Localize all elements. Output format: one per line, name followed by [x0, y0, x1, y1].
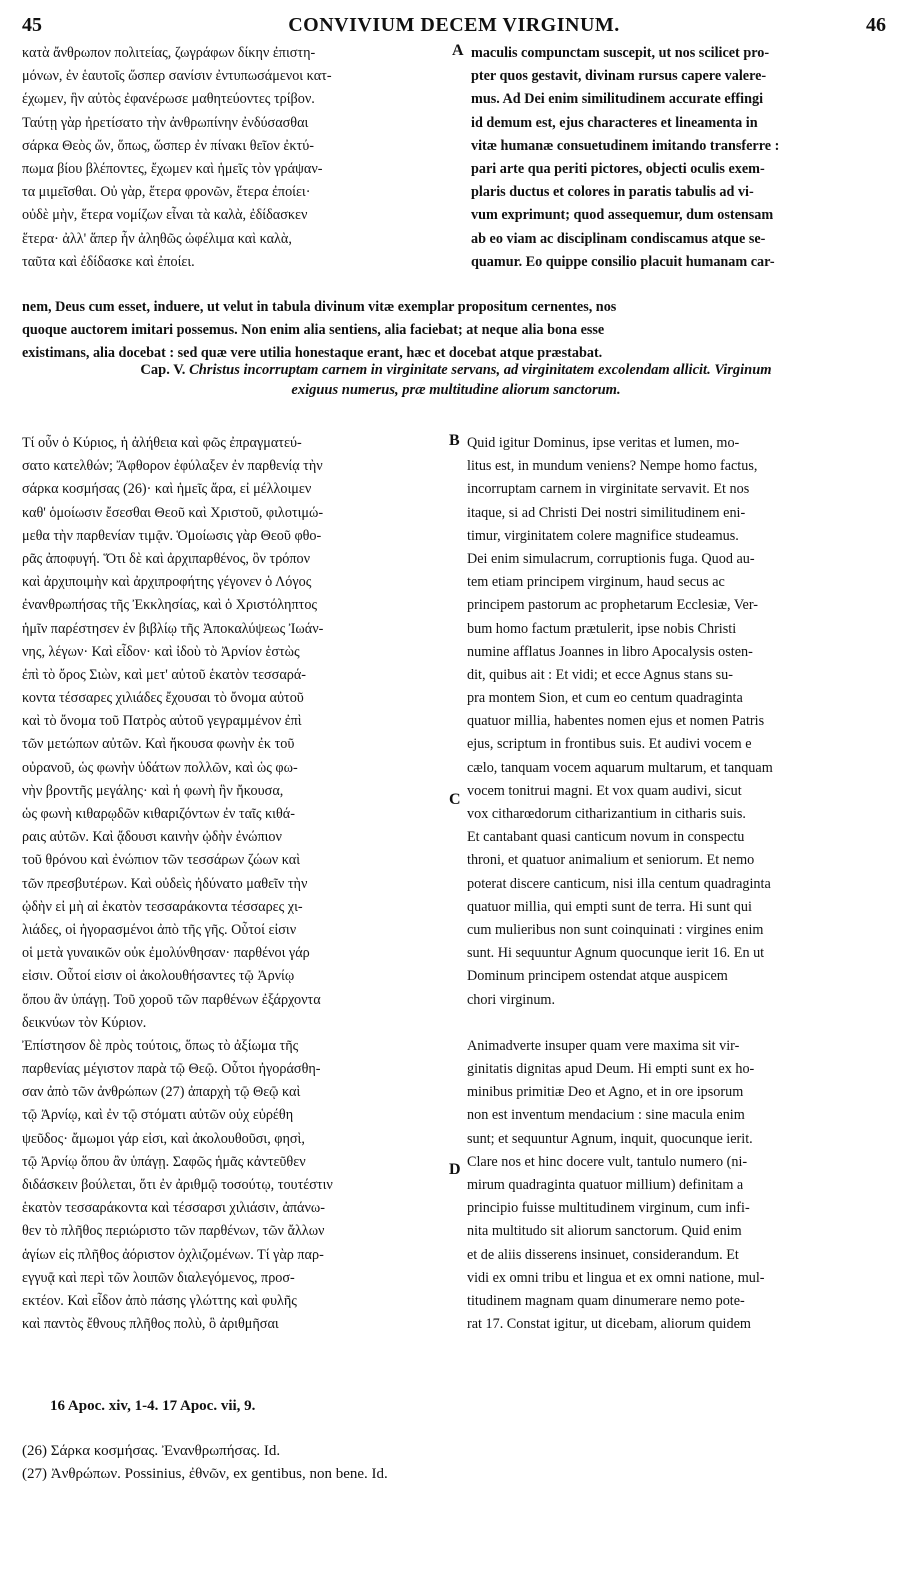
greek-line: οὐδὲ μὴν, ἕτερα νομίζων εἶναι τὰ καλὰ, ἐδίδασκεν — [22, 207, 308, 224]
greek-line: καὶ τὸ ὄνομα τοῦ Πατρὸς αὐτοῦ γεγραμμένον ἐπὶ — [22, 713, 302, 730]
greek-line: καθ' ὁμοίωσιν ἔσεσθαι Θεοῦ καὶ Χριστοῦ, φιλοτιμώ- — [22, 504, 324, 521]
latin-line: poterat discere canticum, nisi illa centum quadraginta — [467, 875, 771, 892]
greek-line: διδάσκειν βούλεται, ὅτι ἐν ἀριθμῷ τοσούτῳ, τουτέστιν — [22, 1177, 333, 1193]
latin-line: dit, quibus ait : Et vidi; et ecce Agnus stans su- — [467, 666, 733, 683]
left-page-number: 45 — [22, 14, 42, 36]
latin-line: mus. Ad Dei enim similitudinem accurate effingi — [471, 91, 764, 108]
greek-line: πωμα βίου βλέποντες, ἔχωμεν καὶ ἡμεῖς τὸν γράψαν- — [22, 160, 323, 177]
greek-line: τῷ Ἀρνίῳ ὅπου ἂν ὑπάγῃ. Σαφῶς ἡμᾶς κἀντεῦθεν — [22, 1153, 306, 1170]
latin-line: quatuor millia, qui empti sunt de terra. Hi sunt qui — [467, 898, 752, 915]
latin-line: plaris ductus et colores in paratis tabulis ad vi- — [471, 184, 754, 201]
latin-line: vidi ex omni tribu et lingua et ex omni natione, mul- — [467, 1269, 765, 1286]
greek-line: εκτέον. Καὶ εἶδον ἀπὸ πάσης γλώττης καὶ φυλῆς — [22, 1292, 297, 1309]
margin-marker-c: C — [449, 791, 461, 808]
greek-line: ᾠδὴν εἰ μὴ αἱ ἑκατὸν τεσσαράκοντα τέσσαρες χι- — [22, 898, 303, 915]
latin-line: maculis compunctam suscepit, ut nos scilicet pro- — [471, 45, 770, 61]
greek-line: λιάδες, οἱ ἠγορασμένοι ἀπὸ τῆς γῆς. Οὗτοί εἰσιν — [22, 921, 297, 938]
greek-line: τοῦ θρόνου καὶ ἐνώπιον τῶν τεσσάρων ζώων καὶ — [22, 852, 301, 869]
greek-line: ἑκατὸν τεσσαράκοντα καὶ τέσσαρσι χιλιάσιν, ἀπάνω- — [22, 1200, 325, 1217]
greek-line: σάρκα κοσμήσας (26)· καὶ ἡμεῖς ἄρα, εἰ μέλλοιμεν — [22, 481, 312, 498]
latin-line: sunt. Hi sequuntur Agnum quocunque ierit 16. En ut — [467, 945, 765, 962]
latin-full-line: nem, Deus cum esset, induere, ut velut in tabula divinum vitæ exemplar propositum cernentes, nos — [22, 299, 617, 315]
greek-line: ἐνανθρωπήσας τῆς Ἐκκλησίας, καὶ ὁ Χριστόληπτος — [22, 597, 318, 614]
latin-line: titudinem magnam quam dinumerare nemo pote- — [467, 1292, 745, 1309]
latin-line: vox citharœdorum citharizantium in citharis suis. — [467, 806, 746, 822]
greek-line: έχωμεν, ἣν αὐτὸς ἐφανέρωσε μαθητεύοντες τρίβον. — [22, 91, 315, 108]
section2-greek-column — [22, 432, 452, 1336]
greek-line: ὅπου ἂν ὑπάγῃ. Τοῦ χοροῦ τῶν παρθένων ἐξάρχοντα — [22, 991, 321, 1008]
latin-line: Dominum principem ostendat atque auspicem — [467, 968, 728, 985]
latin-line: minibus primitiæ Deo et Agno, et in ore ipsorum — [467, 1084, 744, 1101]
latin-line: quatuor millia, habentes nomen ejus et nomen Patris — [467, 713, 765, 730]
greek-line: ἡμῖν παρέστησεν ἐν βιβλίῳ τῆς Ἀποκαλύψεως Ἰωάν- — [22, 620, 324, 637]
chapter-heading — [22, 360, 890, 400]
greek-line: ἁγίων εἰς πλῆθος ἀόριστον ὀχλιζομένων. Τί γὰρ παρ- — [22, 1246, 324, 1263]
greek-line: οἱ μετὰ γυναικῶν οὐκ ἐμολύνθησαν· παρθένοι γάρ — [22, 945, 310, 962]
page-header — [22, 14, 886, 40]
latin-line: sunt; et sequuntur Agnum, inquit, quocunque ierit. — [467, 1130, 753, 1147]
scripture-footnotes: 16 Apoc. xiv, 1-4. 17 Apoc. vii, 9. — [50, 1398, 256, 1414]
note-line: (26) Σάρκα κοσμήσας. Ἐνανθρωπήσας. Id. — [22, 1443, 281, 1459]
latin-line: vum exprimunt; quod assequemur, dum ostensam — [471, 207, 774, 224]
latin-line: chori virginum. — [467, 991, 556, 1008]
greek-line: καὶ ἀρχιποιμὴν καὶ ἀρχιπροφήτης γέγονεν ὁ Λόγος — [22, 574, 312, 591]
greek-line: ψεῦδος· ἄμωμοι γάρ εἰσι, καὶ ἀκολουθοῦσι, φησὶ, — [22, 1130, 305, 1147]
latin-line: Et cantabant quasi canticum novum in conspectu — [467, 829, 745, 846]
section2-latin-column — [467, 432, 891, 1336]
greek-line: σατο κατελθών; Ἄφθορον ἐφύλαξεν ἐν παρθενίᾳ τὴν — [22, 458, 323, 475]
greek-line: Ταύτῃ γὰρ ἠρετίσατο τὴν ἀνθρωπίνην ἐνδύσασθαι — [22, 114, 309, 131]
latin-line: Dei enim simulacrum, corruptionis fuga. Quod au- — [467, 550, 755, 567]
latin-line: principio fuisse multitudinem virginum, cum infi- — [467, 1200, 750, 1217]
greek-line: ἕτερα· ἀλλ' ἅπερ ἦν ἀληθῶς ὠφέλιμα καὶ καλὰ, — [22, 230, 292, 247]
greek-line: ραις αὐτῶν. Καὶ ᾄδουσι καινὴν ᾠδὴν ἐνώπιον — [22, 829, 282, 846]
latin-line: Clare nos et hinc docere vult, tantulo numero (ni- — [467, 1153, 748, 1170]
greek-line: τα μιμεῖσθαι. Οὐ γὰρ, ἕτερα φρονῶν, ἕτερα ἐποίει· — [22, 184, 311, 201]
right-page-number: 46 — [866, 14, 886, 36]
greek-line: νὴν βροντῆς μεγάλης· καὶ ἡ φωνὴ ἣν ἤκουσα, — [22, 782, 284, 799]
latin-line: rat 17. Constat igitur, ut dicebam, aliorum quidem — [467, 1316, 751, 1333]
latin-line: incorruptam carnem in virginitate servavit. Et nos — [467, 481, 750, 498]
latin-line: itaque, si ad Christi Dei nostri similitudinem eni- — [467, 504, 746, 521]
latin-line: mirum quadraginta quatuor millium) definitam a — [467, 1177, 744, 1193]
latin-line: Quid igitur Dominus, ipse veritas et lumen, mo- — [467, 435, 740, 451]
greek-line: σαν ἀπὸ τῶν ἀνθρώπων (27) ἀπαρχὴ τῷ Θεῷ καὶ — [22, 1084, 301, 1101]
latin-line: principem pastorum ac prophetarum Ecclesiæ, Ver- — [467, 597, 758, 614]
latin-full-line: existimans, alia docebat : sed quæ vere utilia honestaque erant, hæc et docebat atque præstabat. — [22, 345, 603, 362]
greek-line: κατὰ ἄνθρωπον πολιτείας, ζωγράφων δίκην ἐπιστη- — [22, 45, 316, 61]
editor-notes — [22, 1440, 890, 1486]
greek-line: μόνων, ἐν ἑαυτοῖς ὥσπερ σανίσιν ἐντυπωσάμενοι κατ- — [22, 68, 332, 85]
latin-line: pari arte qua periti pictores, objecti oculis exem- — [471, 160, 765, 177]
latin-line: ginitatis dignitas apud Deum. Hi empti sunt ex ho- — [467, 1061, 755, 1078]
greek-line: νης, λέγων· Καὶ εἶδον· καὶ ἰδοὺ τὸ Ἀρνίον ἑστὼς — [22, 643, 300, 660]
margin-marker-b: B — [449, 432, 460, 449]
note-line: (27) Ἀνθρώπων. Possinius, ἐθνῶν, ex gentibus, non bene. Id. — [22, 1466, 388, 1483]
section1-greek-column — [22, 42, 452, 274]
greek-line: δεικνύων τὸν Κύριον. — [22, 1014, 147, 1031]
greek-line: τῶν πρεσβυτέρων. Καὶ οὐδεὶς ἠδύνατο μαθεῖν τὴν — [22, 875, 308, 892]
latin-line: timur, virginitatem colere magnifice studeamus. — [467, 527, 739, 544]
latin-line: throni, et quatuor animalium et seniorum. Et nemo — [467, 852, 755, 869]
latin-line: ejus, scriptum in frontibus suis. Et audivi vocem e — [467, 736, 752, 753]
section1-latin-column — [471, 42, 891, 274]
greek-line: εἰσιν. Οὗτοί εἰσιν οἱ ἀκολουθήσαντες τῷ Ἀρνίῳ — [22, 968, 295, 985]
latin-line: ab eo viam ac disciplinam condiscamus atque se- — [471, 230, 766, 247]
greek-line: κοντα τέσσαρες χιλιάδες ἔχουσαι τὸ ὄνομα αὐτοῦ — [22, 690, 304, 707]
chapter-label: Cap. V. — [140, 362, 186, 378]
margin-marker-d: D — [449, 1161, 461, 1178]
greek-line: ὡς φωνὴ κιθαρῳδῶν κιθαριζόντων ἐν ταῖς κιθά- — [22, 806, 295, 822]
greek-line: παρθενίας μέγιστον παρὰ τῷ Θεῷ. Οὗτοι ἠγοράσθη- — [22, 1061, 321, 1078]
greek-line: σάρκα Θεὸς ὤν, ὅπως, ὥσπερ ἐν πίνακι θεῖον ἐκτύ- — [22, 137, 314, 154]
latin-line: litus est, in mundum veniens? Nempe homo factus, — [467, 458, 758, 475]
chapter-summary-line1: Christus incorruptam carnem in virginitate servans, ad virginitatem excolendam allicit. Virginum — [189, 362, 772, 378]
greek-line: τῷ Ἀρνίῳ, καὶ ἐν τῷ στόματι αὐτῶν οὐχ εὑρέθη — [22, 1107, 294, 1124]
greek-line: Τί οὖν ὁ Κύριος, ἡ ἀλήθεια καὶ φῶς ἐπραγματεύ- — [22, 435, 302, 451]
latin-line: Animadverte insuper quam vere maxima sit vir- — [467, 1037, 740, 1054]
latin-full-line: quoque auctorem imitari possemus. Non enim alia sentiens, alia faciebat; at neque alia bona esse — [22, 322, 605, 339]
greek-line: ταῦτα καὶ ἐδίδασκε καὶ ἐποίει. — [22, 253, 195, 270]
greek-line: ἐπὶ τὸ ὄρος Σιὼν, καὶ μετ' αὐτοῦ ἑκατὸν τεσσαρά- — [22, 666, 306, 683]
latin-line: pra montem Sion, et cum eo centum quadraginta — [467, 690, 743, 707]
greek-line: ρᾶς ἀποφυγή. Ὅτι δὲ καὶ ἀρχιπαρθένος, ὃν τρόπον — [22, 550, 311, 567]
latin-line: non est inventum mendacium : sine macula enim — [467, 1107, 745, 1124]
latin-line: pter quos gestavit, divinam rursus capere valere- — [471, 68, 767, 85]
latin-line: vitæ humanæ consuetudinem imitando transferre : — [471, 137, 780, 154]
latin-line: et de aliis disserens insinuet, considerandum. Et — [467, 1246, 739, 1263]
latin-line: cum mulieribus non sunt coinquinati : virgines enim — [467, 921, 764, 938]
greek-line: καὶ παντὸς ἔθνους πλῆθος πολὺ, ὃ ἀριθμῆσαι — [22, 1316, 279, 1333]
greek-line: τῶν μετώπων αὐτῶν. Καὶ ἤκουσα φωνὴν ἐκ τοῦ — [22, 736, 295, 753]
latin-line: id demum est, ejus characteres et lineamenta in — [471, 114, 758, 131]
latin-line — [467, 1012, 891, 1035]
chapter-summary-line2: exiguus numerus, præ multitudine aliorum sanctorum. — [291, 382, 621, 398]
greek-line: οὐρανοῦ, ὡς φωνὴν ὑδάτων πολλῶν, καὶ ὡς φω- — [22, 759, 298, 776]
running-title: CONVIVIUM DECEM VIRGINUM. — [288, 14, 620, 36]
margin-marker-a: A — [452, 42, 464, 59]
greek-line: Ἐπίστησον δὲ πρὸς τούτοις, ὅπως τὸ ἀξίωμα τῆς — [22, 1037, 299, 1054]
latin-line: numine afflatus Joannes in libro Apocalysis osten- — [467, 643, 753, 660]
latin-line: quamur. Eo quippe consilio placuit humanam car- — [471, 253, 775, 270]
latin-line: nita multitudo sit aliorum sanctorum. Quid enim — [467, 1223, 742, 1240]
latin-line: tem etiam principem virginum, haud secus ac — [467, 574, 725, 591]
greek-line: μεθα τὴν παρθενίαν τιμᾷν. Ὁμοίωσις γὰρ Θεοῦ φθο- — [22, 527, 322, 544]
greek-line: θεν τὸ πλῆθος περιώριστο τῶν παρθένων, τῶν ἄλλων — [22, 1223, 325, 1240]
greek-line: εγγυᾷ καὶ περὶ τῶν λοιπῶν διαλεγόμενος, προσ- — [22, 1269, 295, 1286]
latin-line: bum homo factum prætulerit, ipse nobis Christi — [467, 620, 737, 637]
latin-line: cælo, tanquam vocem aquarum multarum, et tanquam — [467, 759, 773, 776]
latin-line: vocem tonitrui magni. Et vox quam audivi, sicut — [467, 782, 742, 799]
section1-full-width — [22, 296, 890, 366]
